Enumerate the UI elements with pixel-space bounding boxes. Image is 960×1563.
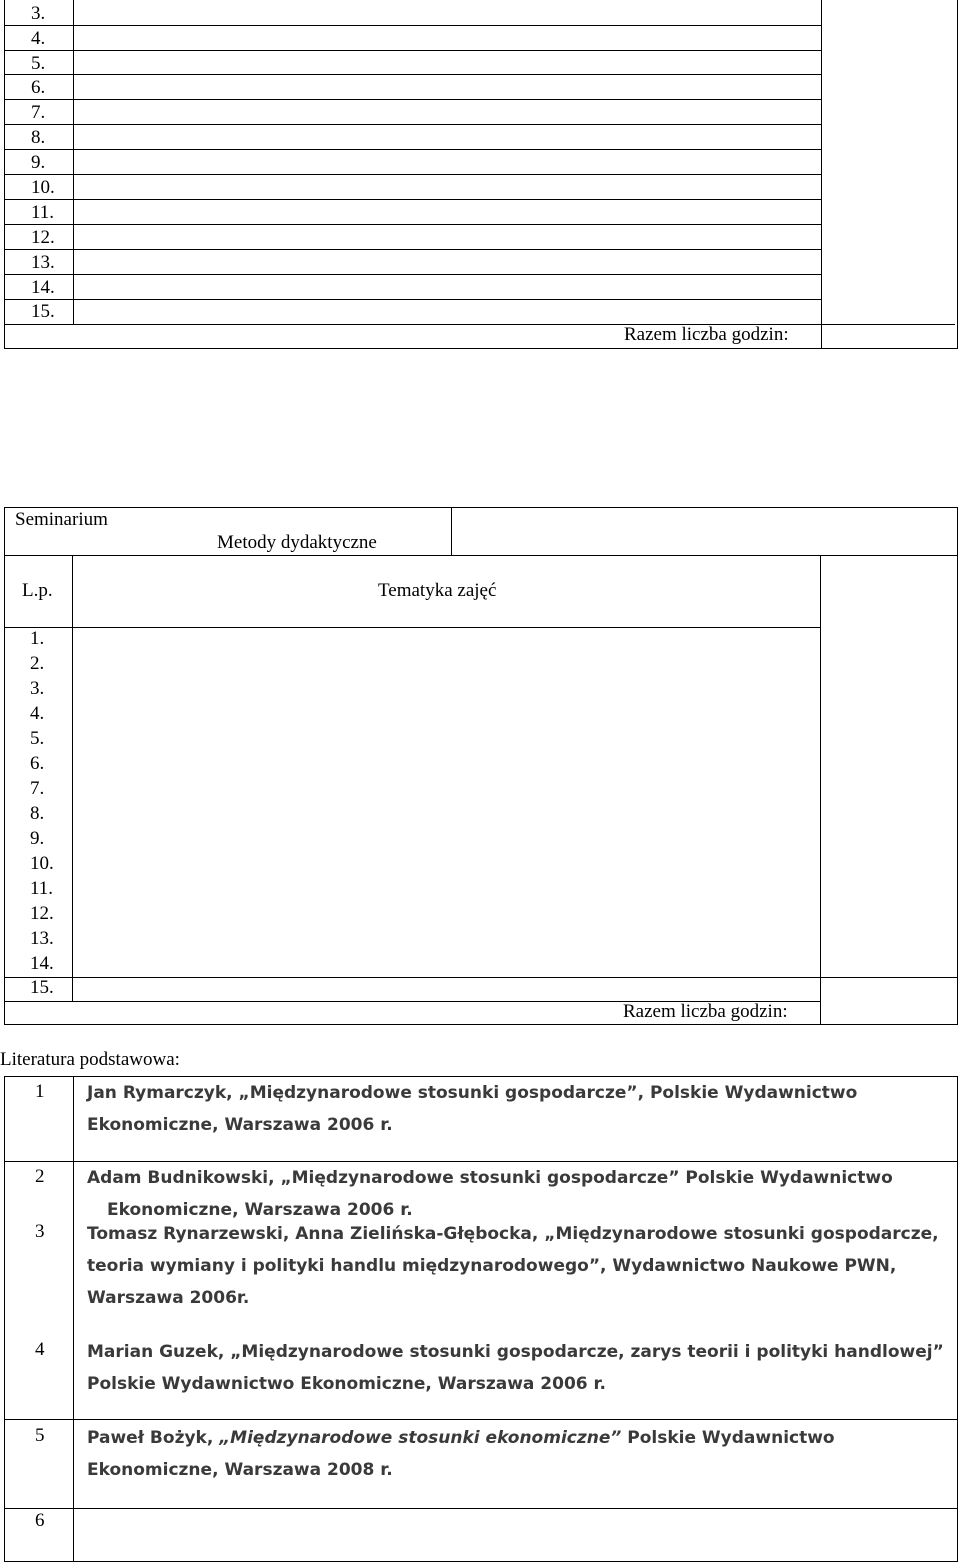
row-line xyxy=(5,199,821,200)
row-line xyxy=(5,50,821,51)
seminar-section xyxy=(4,507,958,1025)
col-divider-lp xyxy=(72,555,73,1001)
row-line xyxy=(5,124,821,125)
row-number: 8. xyxy=(31,127,46,148)
col-header-topic: Tematyka zajęć xyxy=(378,580,497,601)
literature-item-title-italic: „Międzynarodowe stosunki ekonomiczne” xyxy=(219,1428,622,1448)
literature-item-line: Adam Budnikowski, „Międzynarodowe stosunki gospodarcze” Polskie Wydawnictwo xyxy=(87,1168,893,1188)
row-number: 2. xyxy=(30,653,45,674)
top-table xyxy=(4,0,958,349)
row-number: 14. xyxy=(30,953,54,974)
row-number: 3. xyxy=(31,3,46,24)
row-number: 5. xyxy=(31,53,46,74)
header-bottom-line xyxy=(4,627,821,628)
literature-item-line: Tomasz Rynarzewski, Anna Zielińska-Głębocka, „Międzynarodowe stosunki gospodarcze, xyxy=(87,1224,939,1244)
literature-item-line: Polskie Wydawnictwo Ekonomiczne, Warszawa 2006 r. xyxy=(87,1374,606,1394)
literature-item xyxy=(87,1336,947,1400)
literature-title: Literatura podstawowa: xyxy=(0,1049,180,1070)
methods-value-cell xyxy=(451,507,958,556)
methods-label: Metody dydaktyczne xyxy=(217,532,377,553)
row-line xyxy=(5,25,821,26)
row-line xyxy=(5,299,821,300)
row-line xyxy=(5,324,955,325)
row-number: 6. xyxy=(31,77,46,98)
row-number: 9. xyxy=(30,828,45,849)
row-line xyxy=(5,74,821,75)
row-number: 6. xyxy=(30,753,45,774)
row-number: 9. xyxy=(31,152,46,173)
row-number: 11. xyxy=(31,202,55,223)
row-number: 7. xyxy=(31,102,46,123)
literature-item-number: 1 xyxy=(35,1081,45,1102)
row-number: 13. xyxy=(31,252,55,273)
row-number: 7. xyxy=(30,778,45,799)
row-line xyxy=(5,249,821,250)
row-number: 13. xyxy=(30,928,54,949)
literature-item xyxy=(87,1218,947,1314)
total-hours-label: Razem liczba godzin: xyxy=(624,324,789,345)
row-number: 1. xyxy=(30,628,45,649)
row-line xyxy=(5,149,821,150)
literature-item xyxy=(87,1077,947,1141)
row-number: 4. xyxy=(31,28,46,49)
literature-item-line: Warszawa 2006r. xyxy=(87,1288,250,1308)
row-number: 10. xyxy=(30,853,54,874)
col-header-lp: L.p. xyxy=(22,580,53,601)
literature-item-line: Ekonomiczne, Warszawa 2008 r. xyxy=(87,1460,393,1480)
row-number: 12. xyxy=(31,227,55,248)
total-hours-label: Razem liczba godzin: xyxy=(623,1001,788,1022)
row-line xyxy=(5,99,821,100)
row-number: 15. xyxy=(30,977,54,998)
row-number: 12. xyxy=(30,903,54,924)
literature-item-number: 6 xyxy=(35,1510,45,1531)
literature-item-number: 3 xyxy=(35,1221,45,1242)
literature-item-number: 2 xyxy=(35,1166,45,1187)
literature-item-line-prefix: Paweł Bożyk, xyxy=(87,1428,220,1448)
row-number: 14. xyxy=(31,277,55,298)
seminar-topics-table xyxy=(4,555,821,1025)
row-line xyxy=(5,224,821,225)
row-number: 10. xyxy=(31,177,55,198)
literature-item xyxy=(87,1162,947,1226)
row-number: 15. xyxy=(31,301,55,322)
row-line xyxy=(5,174,821,175)
literature-item-line: Ekonomiczne, Warszawa 2006 r. xyxy=(87,1115,393,1135)
literature-item-line: Marian Guzek, „Międzynarodowe stosunki gospodarcze, zarys teorii i polityki handlowej” xyxy=(87,1342,944,1362)
row-number: 11. xyxy=(30,878,54,899)
row-number: 8. xyxy=(30,803,45,824)
literature-item-line: Ekonomiczne, Warszawa 2006 r. xyxy=(107,1200,413,1220)
col-divider-lp xyxy=(73,0,74,324)
row-number: 5. xyxy=(30,728,45,749)
row-line xyxy=(5,1508,957,1509)
col-divider-hours xyxy=(821,0,822,349)
literature-item-line: teoria wymiany i polityki handlu międzynarodowego”, Wydawnictwo Naukowe PWN, xyxy=(87,1256,897,1276)
seminar-hours-column xyxy=(820,555,958,1025)
row-line xyxy=(4,977,958,978)
row-line xyxy=(5,274,821,275)
literature-item-number: 4 xyxy=(35,1339,45,1360)
seminar-title: Seminarium xyxy=(15,509,108,530)
literature-item-line: Jan Rymarczyk, „Międzynarodowe stosunki gospodarcze”, Polskie Wydawnictwo xyxy=(87,1083,858,1103)
literature-table xyxy=(4,1076,958,1562)
literature-item xyxy=(87,1422,947,1486)
col-divider-num xyxy=(73,1077,74,1561)
row-line xyxy=(5,1419,957,1420)
literature-item-line-suffix: Polskie Wydawnictwo xyxy=(621,1428,835,1448)
row-number: 3. xyxy=(30,678,45,699)
literature-item-number: 5 xyxy=(35,1425,45,1446)
row-number: 4. xyxy=(30,703,45,724)
